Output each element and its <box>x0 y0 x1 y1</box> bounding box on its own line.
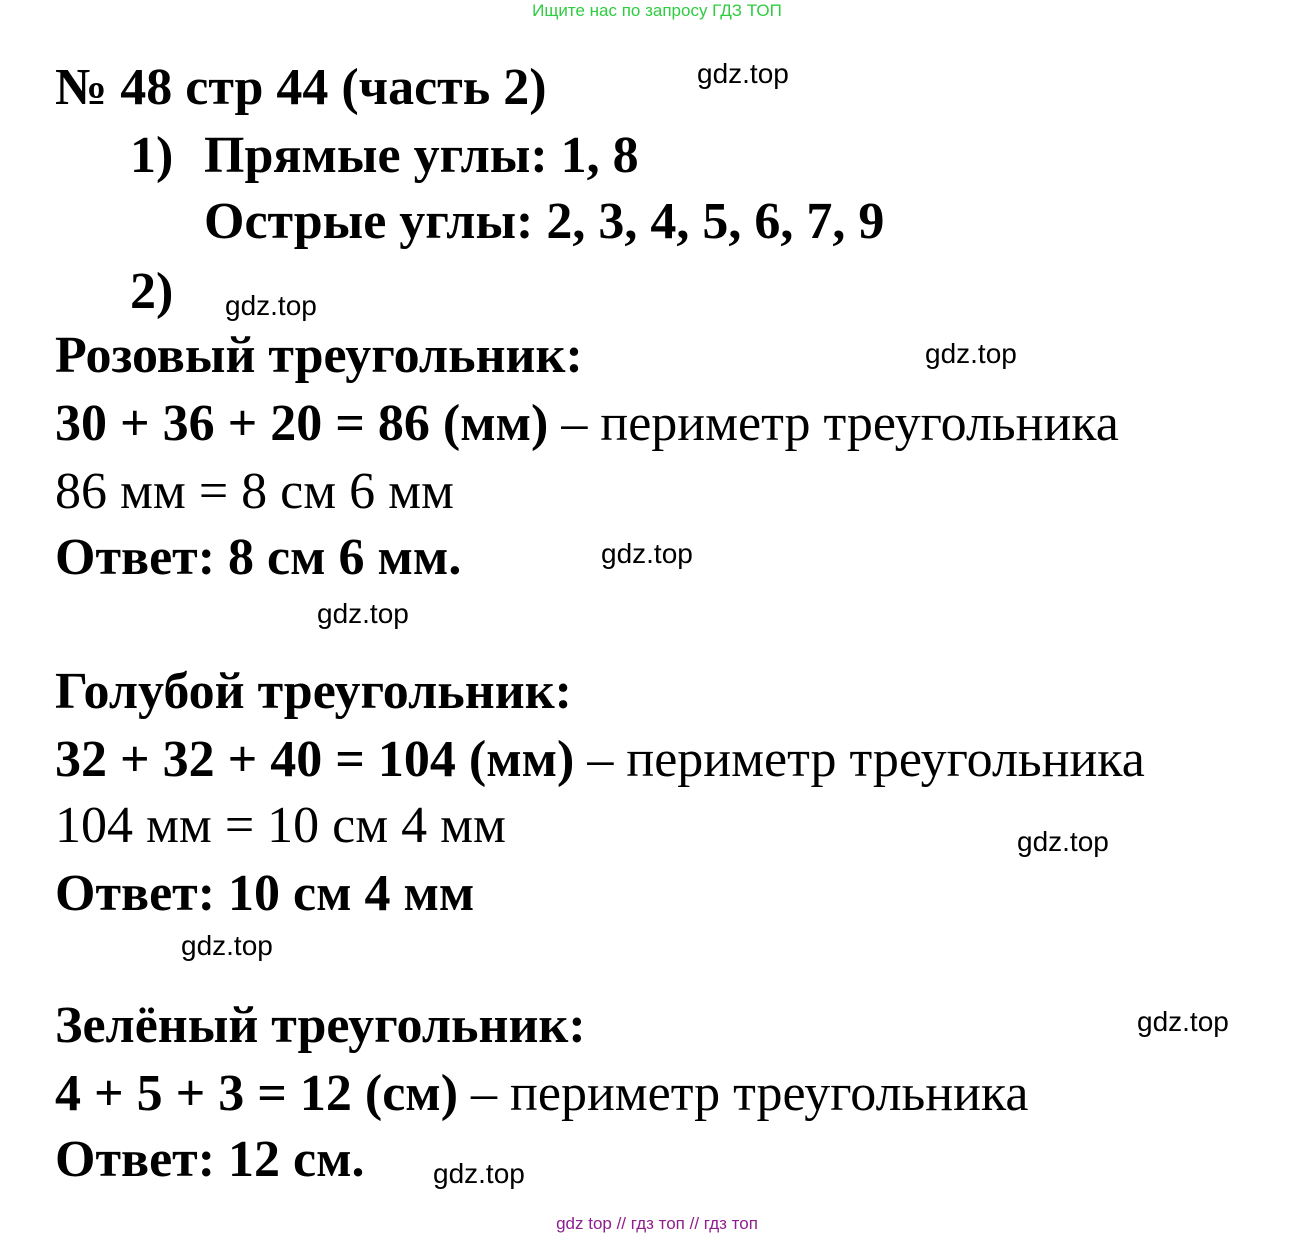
watermark: gdz.top <box>433 1158 525 1189</box>
watermark: gdz.top <box>181 930 273 961</box>
watermark: gdz.top <box>225 290 317 321</box>
watermark: gdz.top <box>925 338 1017 369</box>
blue-calc-label: – периметр треугольника <box>574 731 1145 788</box>
blue-heading: Голубой треугольник: <box>55 663 572 720</box>
watermark: gdz.top <box>1137 1006 1229 1037</box>
acute-angles-line: Острые углы: 2, 3, 4, 5, 6, 7, 9 <box>204 193 885 250</box>
pink-convert: 86 мм = 8 см 6 мм <box>55 463 454 520</box>
watermark: gdz.top <box>317 598 409 629</box>
blue-calc-expression: 32 + 32 + 40 = 104 (мм) <box>55 731 575 788</box>
part1-number: 1) <box>130 127 174 184</box>
watermark: gdz.top <box>697 58 789 89</box>
pink-heading: Розовый треугольник: <box>55 327 583 384</box>
top-banner: Ищите нас по запросу ГДЗ ТОП <box>532 1 782 20</box>
right-angles-line: Прямые углы: 1, 8 <box>204 127 639 184</box>
green-calc-expression: 4 + 5 + 3 = 12 (см) <box>55 1065 459 1122</box>
green-calc-label: – периметр треугольника <box>458 1065 1029 1122</box>
green-answer: Ответ: 12 см. <box>55 1131 365 1188</box>
blue-calc <box>55 730 1145 789</box>
blue-convert: 104 мм = 10 см 4 мм <box>55 797 506 854</box>
footer: gdz top // гдз топ // гдз топ <box>556 1214 758 1233</box>
part2-number: 2) <box>130 263 174 320</box>
watermark: gdz.top <box>1017 826 1109 857</box>
pink-calc <box>55 394 1119 453</box>
blue-answer: Ответ: 10 см 4 мм <box>55 865 475 922</box>
pink-answer: Ответ: 8 см 6 мм. <box>55 529 462 586</box>
page-title: № 48 стр 44 (часть 2) <box>55 59 547 116</box>
pink-calc-expression: 30 + 36 + 20 = 86 (мм) <box>55 395 549 452</box>
pink-calc-label: – периметр треугольника <box>548 395 1119 452</box>
watermark: gdz.top <box>601 538 693 569</box>
green-heading: Зелёный треугольник: <box>55 997 586 1054</box>
green-calc <box>55 1064 1028 1123</box>
